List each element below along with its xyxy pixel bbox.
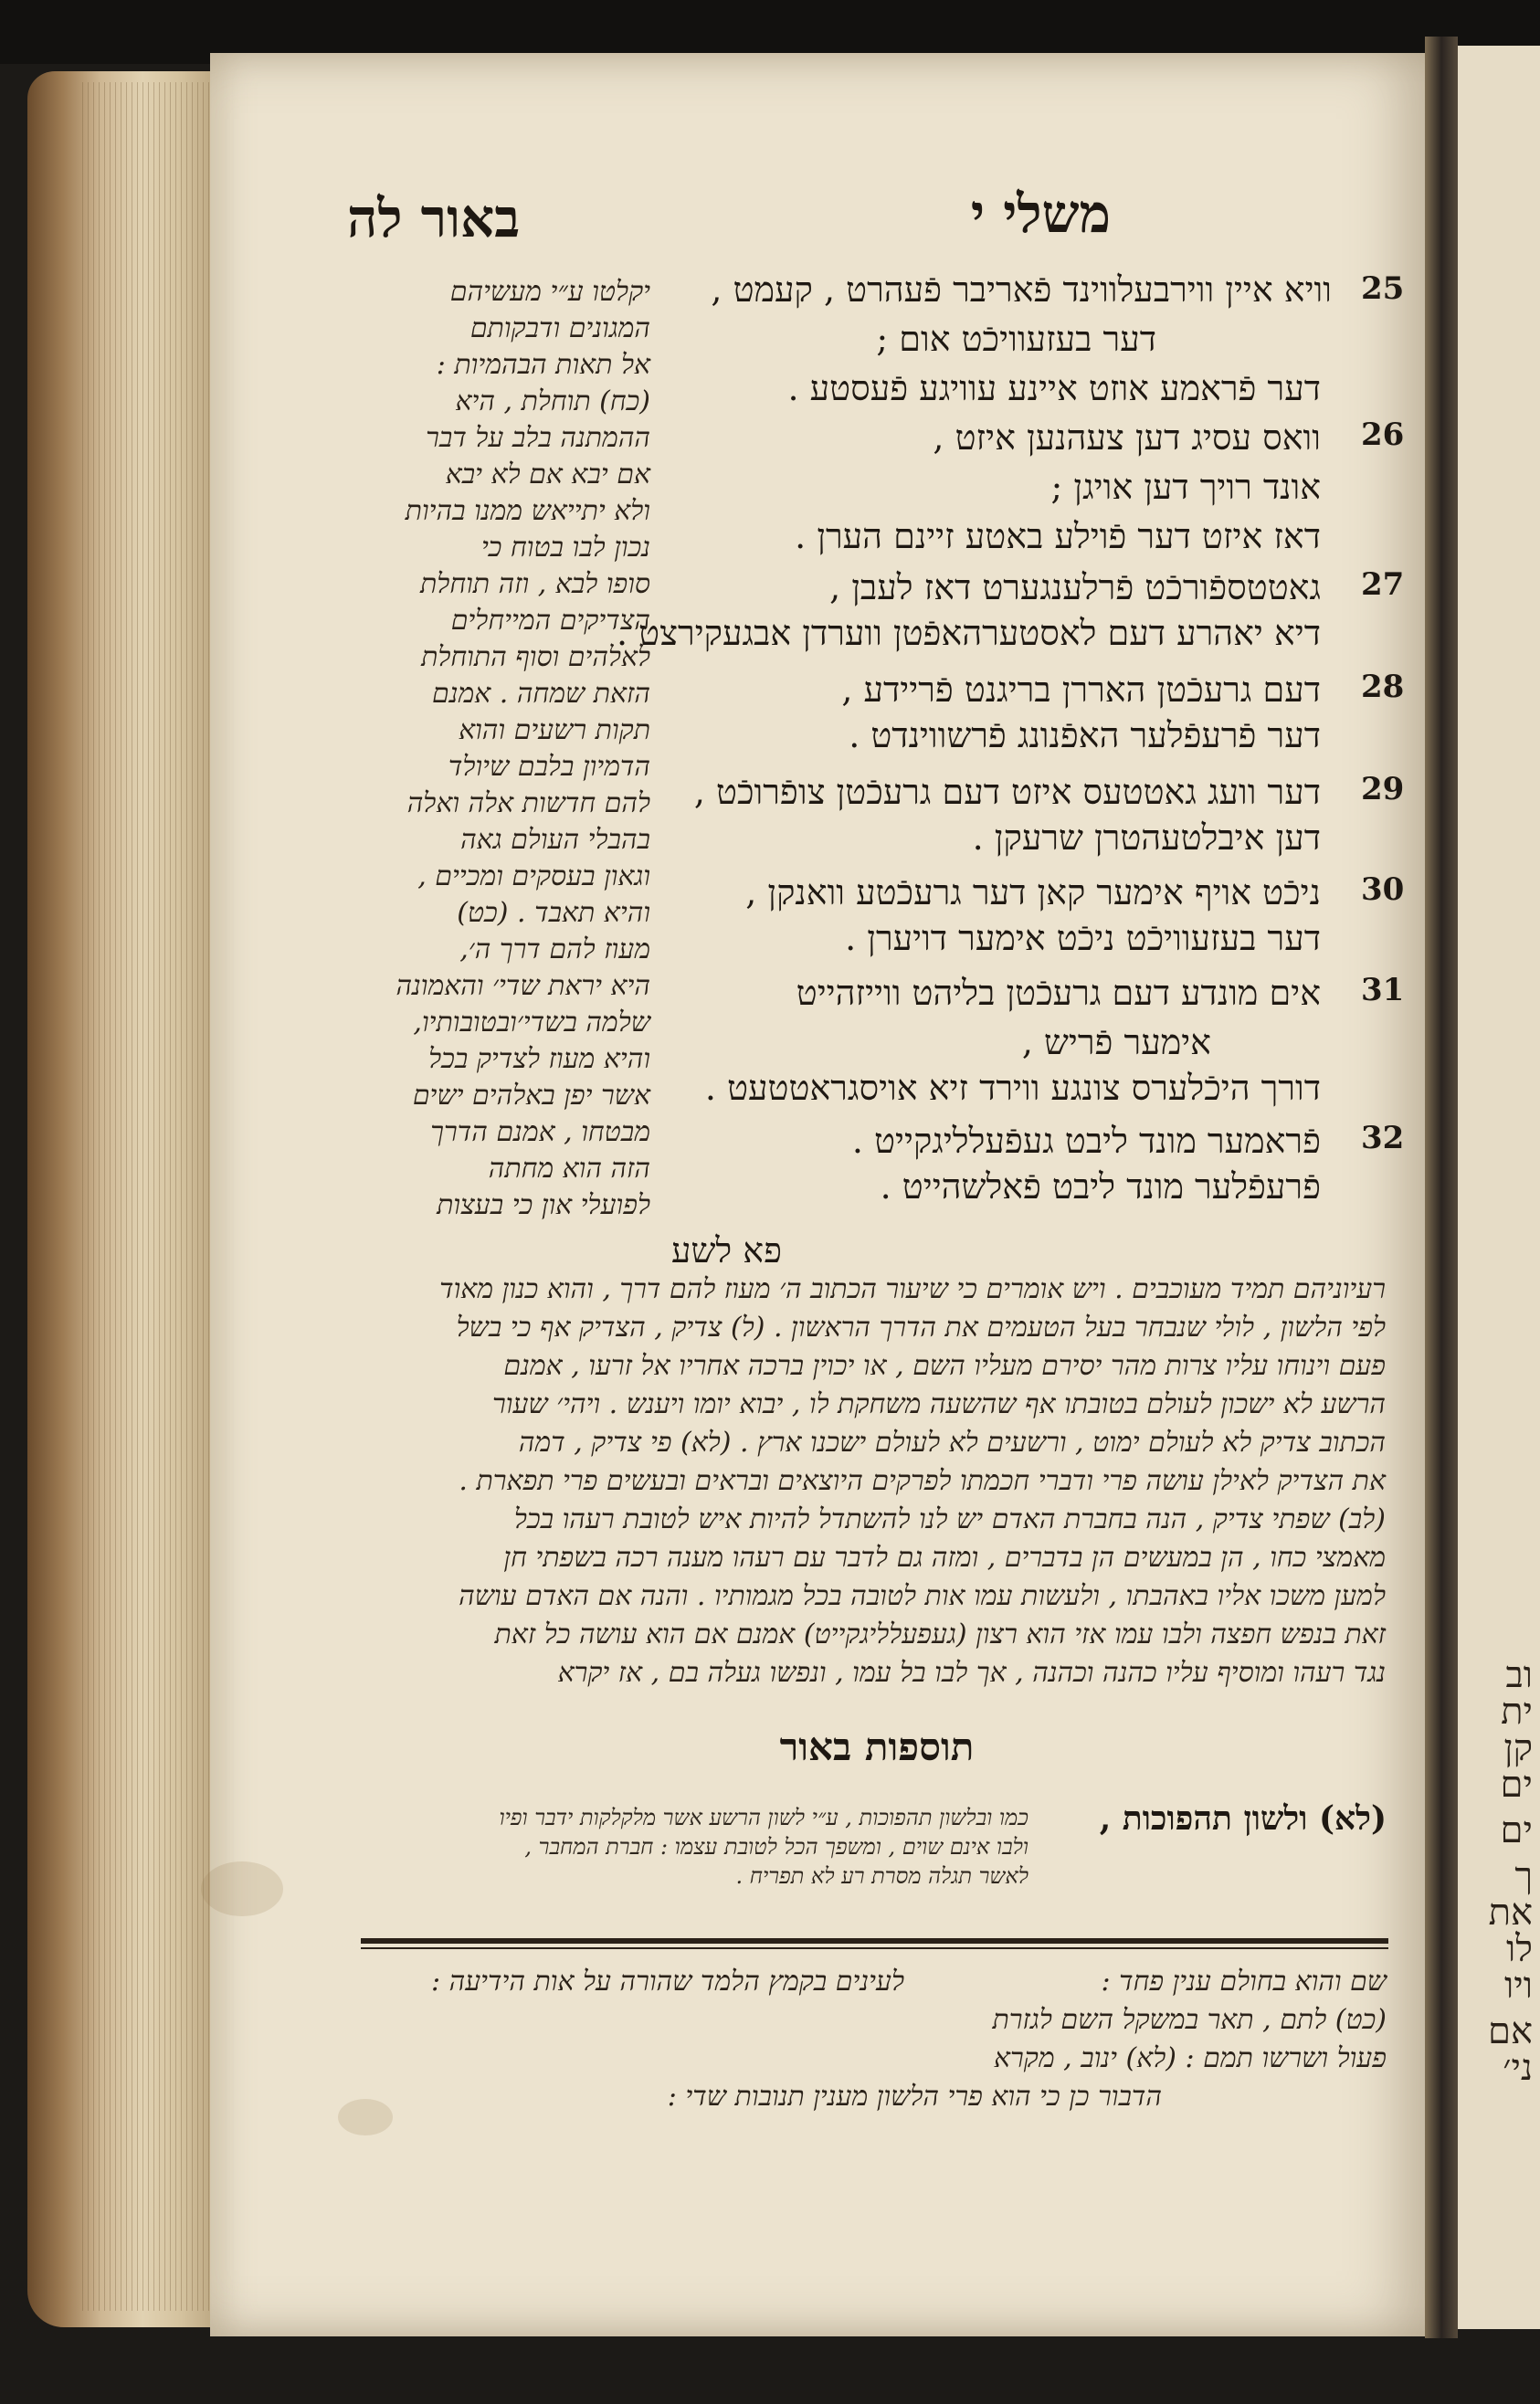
verse-line: פֿראמער מונד ליבט געפֿעלליגקייט . <box>851 1121 1321 1161</box>
addition-line: לאשר תגלה מסרת רע לא תפריח . <box>735 1863 1028 1889</box>
commentary-line: להם חדשות אלה ואלה <box>406 787 650 819</box>
addition-line: ולבו אינם שוים , ומשפך הכל לטובת עצמו : חברת המחבר , <box>524 1834 1028 1860</box>
addition-line: כמו ובלשון תהפוכות , ע״י לשון הרשע אשר מלקלקות ידבר ופיו <box>499 1805 1028 1830</box>
commentary-line: והיא תאבד . (כט) <box>457 897 650 929</box>
verse-line: פֿרעפֿלער מונד ליבט פֿאלשהייט . <box>880 1166 1321 1207</box>
footnote-rule-thin <box>361 1947 1388 1949</box>
verse-line: דער וועג גאטטעס איזט דעם גרעכֿטן צופֿרוכֿט , <box>693 772 1321 812</box>
commentary-line: בהבלי העולם גאה <box>460 824 650 856</box>
commentary-line: לפי הלשון , לולי שנבחר בעל הטעמים את הדרך הראשון . (ל) צדיק , הצדיק אף כי בשל <box>456 1312 1386 1344</box>
verse-line: וויא איין ווירבעלווינד פֿאריבר פֿעהרט , קעמט , <box>711 269 1332 310</box>
verse-line: דורך היכֿלערס צונגע ווירד זיא אויסגראטטעט . <box>704 1068 1321 1108</box>
verse-line: דעם גרעכֿטן האררן בריגנט פֿריידע , <box>841 670 1321 710</box>
next-page-fragment: ני׳ <box>1503 2047 1533 2089</box>
page-edges-lines <box>82 82 210 2311</box>
verse-number: 28 <box>1361 669 1405 705</box>
commentary-line: שלמה בשדי׳ובטובותיו, <box>413 1007 650 1039</box>
commentary-line: מאמצי כחו , הן במעשים הן בדברים , ומזה גם לדבר עם רעהו מענה רכה בשפתי חן <box>503 1542 1386 1574</box>
verse-number: 25 <box>1361 270 1405 307</box>
next-page-fragment: ך <box>1514 1855 1533 1897</box>
commentary-line: אם יבא אם לא יבא <box>445 459 650 490</box>
commentary-line: יקלטו ע״י מעשיהם <box>449 276 650 308</box>
commentary-line: אל תאות הבהמיות : <box>436 349 650 381</box>
commentary-line: נכון לבו בטוח כי <box>480 532 650 564</box>
footnote-line: לעינים בקמץ הלמד שהורה על אות הידיעה : <box>430 1966 904 1998</box>
commentary-line: והיא מעוז לצדיק בכל <box>428 1043 650 1075</box>
verse-line: גאטטספֿורכֿט פֿרלענגערט דאז לעבן , <box>829 567 1321 607</box>
footnote-rule <box>361 1938 1388 1944</box>
commentary-line: פעם וינוחו עליו צרות מהר יסירם מעליו השם , או יכוין ברכה אחריו אל זרעו , אמנם <box>503 1350 1386 1382</box>
commentary-line: לפועלי און כי בעצות <box>437 1189 650 1221</box>
commentary-line: לאלהים וסוף התוחלת <box>421 641 650 673</box>
commentary-line: היא יראת שדי׳ והאמונה <box>396 970 650 1002</box>
next-page-fragment: את <box>1488 1892 1533 1934</box>
verse-line: וואס עסיג דען צעהנען איזט , <box>933 417 1321 458</box>
paper-stain <box>201 1861 283 1916</box>
commentary-line: הזאת שמחה . אמנם <box>431 678 650 710</box>
commentary-line: אשר יפן באלהים ישים <box>412 1080 650 1112</box>
addition-lead: (לא) ולשון תהפוכות , <box>1099 1799 1387 1838</box>
verse-line: דען איבלטעהטרן שרעקן . <box>972 817 1321 858</box>
next-page <box>1458 46 1540 2329</box>
verse-line: דאז איזט דער פֿוילע באטע זיינם הערן . <box>795 516 1321 556</box>
verse-number: 32 <box>1361 1120 1405 1156</box>
next-page-fragment: וב <box>1505 1654 1533 1696</box>
commentary-line: ההמתנה בלב על דבר <box>426 422 650 454</box>
commentary-line: הדמיון בלבם שיולד <box>448 751 650 783</box>
verse-number: 29 <box>1361 771 1405 807</box>
verse-line: דער פֿראמע אוזט איינע עוויגע פֿעסטע . <box>787 368 1321 408</box>
verse-line: אונד רויך דען אויגן ; <box>1050 467 1321 507</box>
header-right: משלי י <box>970 183 1111 245</box>
next-page-fragment: קן <box>1503 1727 1533 1769</box>
verse-number: 26 <box>1361 416 1405 453</box>
verse-line: דער בעזעוויכֿט אום ; <box>876 319 1156 359</box>
commentary-line: זאת בנפש חפצה ולבו עמו אזי הוא רצון (געפעלליגקייט) אמנם אם הוא עושה כל זאת <box>494 1618 1386 1650</box>
next-page-fragment: אם <box>1488 2010 1533 2052</box>
verse-line: דיא יאהרע דעם לאסטערהאפֿטן ווערדן אבגעקירצט . <box>617 613 1321 653</box>
next-page-fragment: ים <box>1500 1764 1533 1806</box>
next-page-fragment: ויו <box>1504 1965 1533 2007</box>
commentary-line: הרשע לא ישכון לעולם בטובתו אף שהשעה משחקת לו , יבוא יומו ויענש . ויהי׳ שעור <box>492 1388 1386 1420</box>
commentary-line: המגונים ודבקותם <box>469 312 650 344</box>
commentary-line: ולא יתייאש ממנו בהיות <box>405 495 650 527</box>
commentary-line: למען משכו אליו באהבתו , ולעשות עמו אות לטובה בכל מגמותיו . והנה אם האדם עושה <box>459 1580 1386 1612</box>
footnote-line: פעול ושרשו תמם : (לא) ינוב , מקרא <box>994 2042 1387 2074</box>
footnote-line: הדבור כן כי הוא פרי הלשון מענין תנובות שדי : <box>667 2081 1162 2113</box>
verse-line: דער פֿרעפֿלער האפֿנונג פֿרשווינדט . <box>849 715 1321 755</box>
next-page-fragment: ים <box>1500 1809 1533 1851</box>
verse-number: 30 <box>1361 871 1405 908</box>
verse-line: ניכֿט אויף אימער קאן דער גרעכֿטע וואנקן , <box>745 872 1321 912</box>
commentary-line: הצדיקים המייחלים <box>450 605 650 637</box>
commentary-line: מבטחו , אמנם הדרך <box>430 1116 650 1148</box>
commentary-line: הזה הוא מחתה <box>488 1153 650 1185</box>
commentary-line: (כח) תוחלת , היא <box>455 385 650 417</box>
next-page-fragment: לו <box>1506 1928 1533 1970</box>
verse-number: 27 <box>1361 566 1405 603</box>
footnote-line: שם והוא בחולם ענין פחד : <box>1101 1966 1387 1998</box>
addition-title: תוספות באור <box>779 1724 975 1769</box>
commentary-line: נגד רעהו ומוסיף עליו כהנה וכהנה , אך לבו בל עמו , ונפשו געלה בם , אז יקרא <box>557 1657 1386 1689</box>
commentary-line: מעוז להם דרך ה׳, <box>459 933 650 965</box>
next-page-fragment: ית <box>1501 1691 1533 1733</box>
header-left: באור לה <box>347 187 521 249</box>
commentary-line: הכתוב צדיק לא לעולם ימוט , ורשעים לא לעולם ישכנו ארץ . (לא) פי צדיק , דמה <box>518 1427 1386 1459</box>
verse-line: אים מונדע דעם גרעכֿטן בליהט ווייזהייט <box>796 973 1321 1013</box>
verse-line: דער בעזעוויכֿט ניכֿט אימער דויערן . <box>845 918 1321 958</box>
commentary-line: וגאון בעסקים ומכיים , <box>417 860 650 892</box>
verse-number: 31 <box>1361 972 1405 1008</box>
book-gutter <box>1425 37 1458 2338</box>
pe-lashon-label: פא לשע <box>671 1230 782 1271</box>
commentary-line: סופו לבא , וזה תוחלת <box>420 568 650 600</box>
footnote-line: (כט) לתם , תאר במשקל השם לגזרת <box>992 2004 1387 2036</box>
verse-line: אימער פֿריש , <box>1021 1022 1211 1062</box>
commentary-line: רעיוניהם תמיד מעוכבים . ויש אומרים כי שיעור הכתוב ה׳ מעוז להם דרך , והוא כנון מאוד <box>439 1273 1386 1305</box>
commentary-line: (לב) שפתי צדיק , הנה בחברת האדם יש לנו להשתדל להיות איש לטובת רעהו בכל <box>513 1503 1386 1535</box>
commentary-line: את הצדיק לאילן עושה פרי ודברי חכמתו לפרקים היוצאים ובראים ובעשים פרי תפארת . <box>459 1465 1386 1497</box>
commentary-line: תקות רשעים והוא <box>459 714 650 746</box>
